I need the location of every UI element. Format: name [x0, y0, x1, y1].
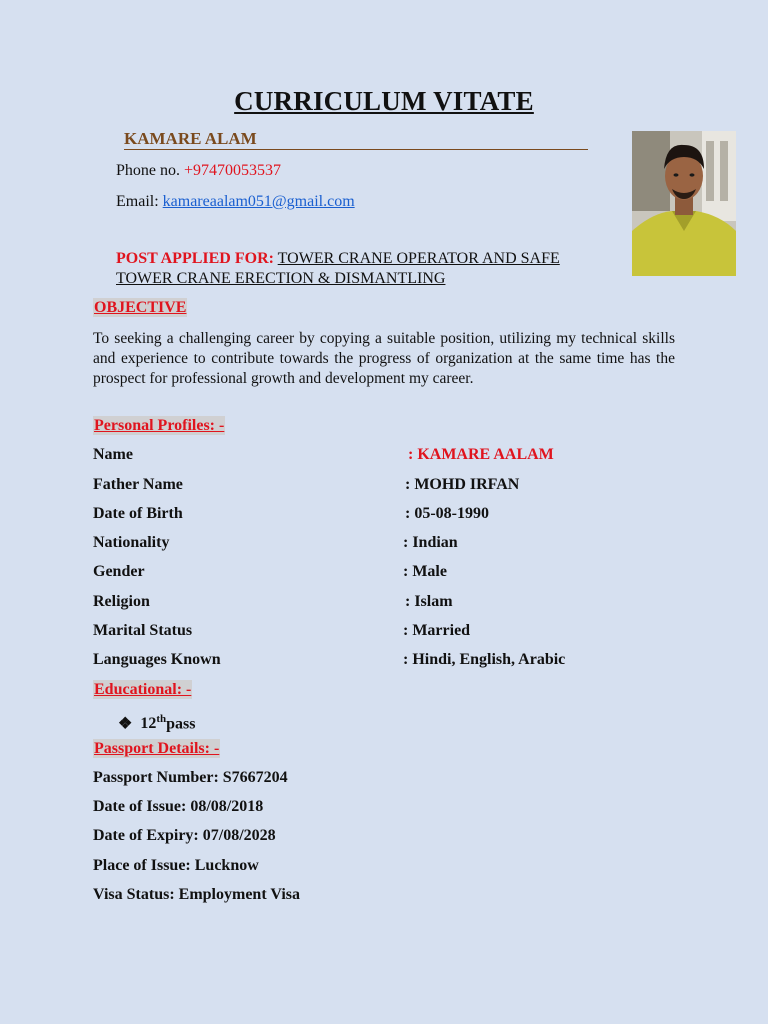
profile-value: : Islam — [405, 593, 453, 610]
phone-line — [116, 162, 281, 180]
post-label: POST APPLIED FOR: — [116, 250, 274, 267]
profile-value: : MOHD IRFAN — [405, 476, 520, 493]
profile-value: : 05-08-1990 — [405, 505, 489, 522]
post-line-2: TOWER CRANE ERECTION & DISMANTLING — [116, 270, 446, 287]
email-label: Email: — [116, 193, 159, 210]
education-level: 12 — [140, 715, 157, 733]
profile-value: : Married — [403, 622, 471, 639]
candidate-name: KAMARE ALAM — [124, 130, 588, 150]
profile-label: Religion — [93, 593, 150, 610]
educational-heading: Educational: - — [94, 681, 192, 698]
passport-number: Passport Number: S7667204 — [93, 769, 288, 786]
profile-label: Nationality — [93, 534, 170, 551]
phone-number: +97470053537 — [184, 162, 282, 179]
document-title: CURRICULUM VITATE — [234, 86, 534, 116]
passport-issue-date: Date of Issue: 08/08/2018 — [93, 798, 264, 815]
profile-label: Gender — [93, 563, 145, 580]
profile-photo — [632, 131, 736, 276]
profile-value: : Indian — [403, 534, 458, 551]
profile-label: Father Name — [93, 476, 183, 493]
profile-value: : Male — [403, 563, 447, 580]
profile-value: : Hindi, English, Arabic — [403, 651, 566, 668]
email-link[interactable]: kamareaalam051@gmail.com — [162, 193, 355, 210]
profile-label: Marital Status — [93, 622, 193, 639]
objective-text: To seeking a challenging career by copying a suitable position, utilizing my technical skills and experience to contribute towards the progress of organization at the same time has the prospect for professional growth and development my career. — [93, 330, 675, 387]
personal-profiles-heading: Personal Profiles: - — [94, 417, 225, 434]
visa-status: Visa Status: Employment Visa — [93, 886, 300, 903]
passport-expiry-date: Date of Expiry: 07/08/2028 — [93, 827, 276, 844]
email-line — [116, 193, 355, 211]
post-line-1: TOWER CRANE OPERATOR AND SAFE — [277, 250, 560, 267]
profile-value: : KAMARE AALAM — [408, 446, 554, 463]
profile-row-nationality — [93, 533, 458, 553]
profile-label: Languages Known — [93, 651, 221, 668]
post-applied — [116, 249, 626, 289]
education-text: pass — [166, 715, 196, 733]
objective-heading: OBJECTIVE — [94, 299, 187, 316]
education-item — [118, 709, 195, 734]
passport-heading: Passport Details: - — [94, 740, 220, 757]
profile-label: Date of Birth — [93, 505, 183, 522]
profile-row-religion — [93, 592, 453, 612]
education-suffix: th — [156, 713, 167, 725]
profile-row-dob — [93, 504, 489, 524]
profile-row-father — [93, 475, 519, 495]
profile-row-marital — [93, 621, 470, 641]
phone-label: Phone no. — [116, 162, 180, 179]
diamond-bullet-icon: ❖ — [118, 715, 133, 733]
profile-row-gender — [93, 562, 447, 582]
profile-row-languages — [93, 650, 565, 670]
profile-row-name — [93, 445, 554, 465]
profile-label: Name — [93, 446, 133, 463]
passport-place-of-issue: Place of Issue: Lucknow — [93, 857, 259, 874]
